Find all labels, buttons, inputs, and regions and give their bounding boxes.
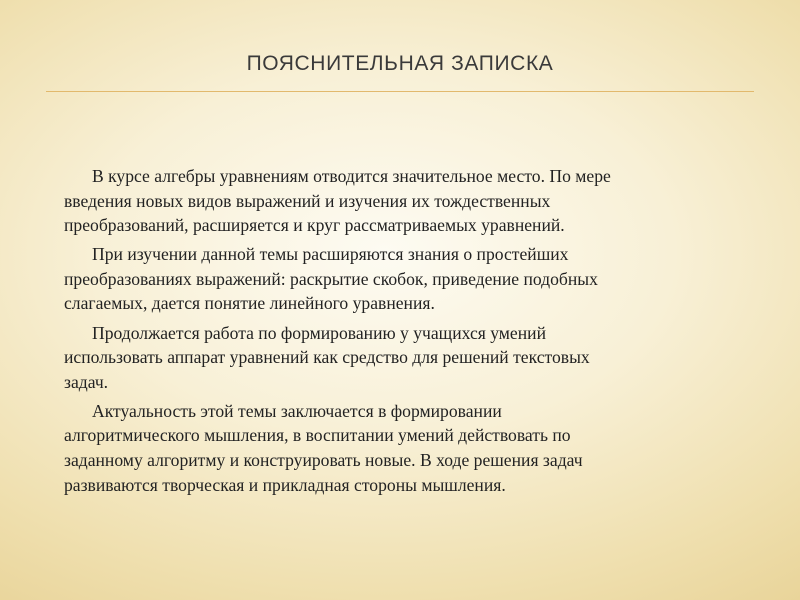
paragraph-1-line-1: В курсе алгебры уравнениям отводится значительное место. По мере xyxy=(92,166,611,186)
paragraph-1-line-3: преобразований, расширяется и круг рассматриваемых уравнений. xyxy=(64,215,565,236)
paragraph-3-line-3: задач. xyxy=(64,371,109,392)
paragraph-3-line-2: использовать аппарат уравнений как средство для решений текстовых xyxy=(64,347,590,368)
paragraph-3-line-1: Продолжается работа по формированию у учащихся умений xyxy=(92,322,546,343)
paragraph-2-line-2: преобразованиях выражений: раскрытие скобок, приведение подобных xyxy=(64,268,598,289)
slide-body xyxy=(64,164,754,502)
paragraph-4-line-1: Актуальность этой темы заключается в формировании xyxy=(92,400,502,421)
paragraph-2 xyxy=(64,242,754,316)
paragraph-4-line-2: алгоритмического мышления, в воспитании умений действовать по xyxy=(64,425,571,446)
paragraph-2-line-1: При изучении данной темы расширяются знания о простейших xyxy=(92,244,569,265)
paragraph-2-line-3: слагаемых, дается понятие линейного уравнения. xyxy=(64,293,435,314)
paragraph-1 xyxy=(64,164,754,238)
paragraph-3 xyxy=(64,321,754,395)
title-divider xyxy=(46,91,754,92)
paragraph-4-line-3: заданному алгоритму и конструировать новые. В ходе решения задач xyxy=(64,450,583,471)
slide-title: ПОЯСНИТЕЛЬНАЯ ЗАПИСКА xyxy=(246,52,554,75)
paragraph-4-line-4: развиваются творческая и прикладная стороны мышления. xyxy=(64,474,506,495)
paragraph-4 xyxy=(64,399,754,497)
paragraph-1-line-2: введения новых видов выражений и изучения их тождественных xyxy=(64,190,551,211)
